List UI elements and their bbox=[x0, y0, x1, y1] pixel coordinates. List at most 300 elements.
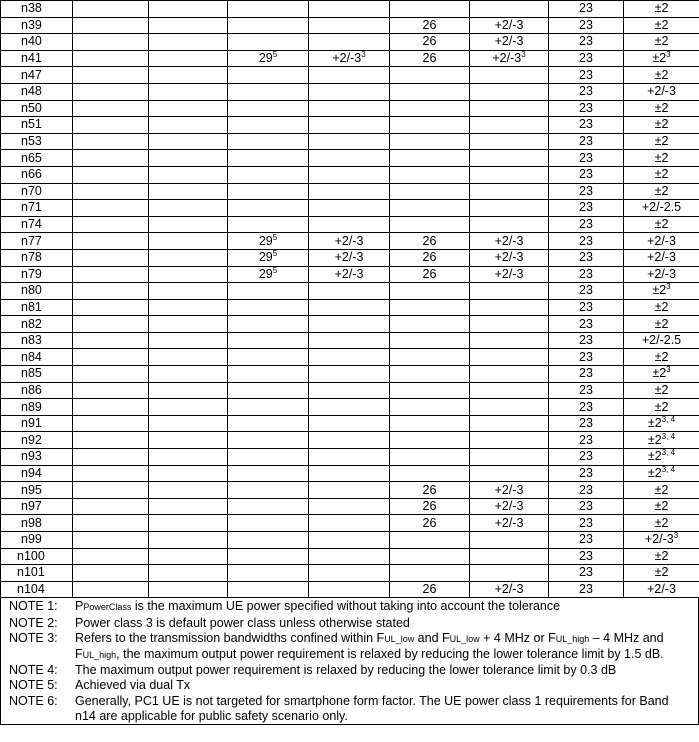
value-cell bbox=[309, 465, 390, 482]
note-symbol: P bbox=[75, 599, 84, 614]
value-cell bbox=[309, 200, 390, 217]
note-sub: UL_low bbox=[449, 633, 480, 644]
value-cell bbox=[309, 449, 390, 466]
value-cell: $29^5$ bbox=[228, 233, 309, 250]
value-cell: 23 bbox=[549, 216, 624, 233]
value-cell bbox=[309, 283, 390, 300]
table-row bbox=[1, 133, 699, 150]
value-cell: +2/-2.5 bbox=[624, 332, 699, 349]
value-cell bbox=[228, 67, 309, 84]
value-cell: 26 bbox=[390, 482, 470, 499]
value-cell: 26 bbox=[390, 266, 470, 283]
empty-cell bbox=[73, 465, 149, 482]
empty-cell bbox=[73, 183, 149, 200]
value-cell: +2/-3 bbox=[470, 482, 549, 499]
empty-cell bbox=[73, 366, 149, 383]
value-cell bbox=[470, 117, 549, 134]
value-cell: 23 bbox=[549, 83, 624, 100]
value-cell: ±2 bbox=[624, 349, 699, 366]
note-text: Power class 3 is default power class unless otherwise stated bbox=[75, 615, 410, 630]
value-cell bbox=[228, 183, 309, 200]
value-cell: $29^5$ bbox=[228, 266, 309, 283]
table-row bbox=[1, 548, 699, 565]
note-symbol-sub: PowerClass bbox=[83, 602, 132, 613]
value-cell bbox=[228, 465, 309, 482]
value-cell bbox=[470, 200, 549, 217]
table-row bbox=[1, 266, 699, 283]
value-cell bbox=[309, 432, 390, 449]
value-cell bbox=[470, 449, 549, 466]
value-cell bbox=[309, 382, 390, 399]
value-cell: 23 bbox=[549, 432, 624, 449]
band-cell: n40 bbox=[1, 34, 73, 51]
value-cell bbox=[228, 283, 309, 300]
value-cell: ±2 bbox=[624, 548, 699, 565]
empty-cell bbox=[73, 482, 149, 499]
band-cell: n100 bbox=[1, 548, 73, 565]
note-body: + 4 MHz or F bbox=[479, 630, 556, 645]
table-row bbox=[1, 399, 699, 416]
value-cell: +2/-3 bbox=[470, 515, 549, 532]
value-cell: 26 bbox=[390, 581, 470, 598]
empty-cell bbox=[73, 216, 149, 233]
value-cell bbox=[228, 200, 309, 217]
band-cell: n39 bbox=[1, 17, 73, 34]
value-cell bbox=[390, 1, 470, 18]
value-cell: 26 bbox=[390, 515, 470, 532]
table-row bbox=[1, 415, 699, 432]
empty-cell bbox=[149, 415, 228, 432]
value-cell bbox=[390, 100, 470, 117]
empty-cell bbox=[149, 117, 228, 134]
value-cell bbox=[470, 349, 549, 366]
value-cell: 23 bbox=[549, 498, 624, 515]
value-cell bbox=[390, 366, 470, 383]
note-4 bbox=[1, 663, 698, 678]
value-cell: $\pm 2^3$ bbox=[624, 366, 699, 383]
empty-cell bbox=[73, 581, 149, 598]
empty-cell bbox=[149, 166, 228, 183]
value-cell bbox=[228, 515, 309, 532]
empty-cell bbox=[149, 266, 228, 283]
value-cell: 23 bbox=[549, 449, 624, 466]
value-cell bbox=[470, 465, 549, 482]
value-cell: ±2 bbox=[624, 515, 699, 532]
table-row bbox=[1, 216, 699, 233]
empty-cell bbox=[149, 67, 228, 84]
empty-cell bbox=[73, 515, 149, 532]
note-3 bbox=[1, 631, 698, 663]
value-cell: 23 bbox=[549, 482, 624, 499]
value-cell bbox=[470, 316, 549, 333]
band-cell: n48 bbox=[1, 83, 73, 100]
value-cell: 23 bbox=[549, 515, 624, 532]
value-cell bbox=[228, 565, 309, 582]
band-cell: n65 bbox=[1, 150, 73, 167]
band-cell: n95 bbox=[1, 482, 73, 499]
band-cell: n79 bbox=[1, 266, 73, 283]
value-cell bbox=[309, 216, 390, 233]
value-cell: $+2/-3^3$ bbox=[470, 50, 549, 67]
value-cell bbox=[228, 166, 309, 183]
band-cell: n101 bbox=[1, 565, 73, 582]
value-cell: 23 bbox=[549, 233, 624, 250]
empty-cell bbox=[149, 100, 228, 117]
note-6 bbox=[1, 694, 698, 724]
note-text bbox=[75, 599, 698, 615]
empty-cell bbox=[149, 249, 228, 266]
value-cell bbox=[390, 283, 470, 300]
value-cell: 23 bbox=[549, 299, 624, 316]
note-text bbox=[75, 631, 698, 663]
value-cell bbox=[390, 183, 470, 200]
value-cell bbox=[228, 366, 309, 383]
value-cell bbox=[228, 548, 309, 565]
value-cell bbox=[228, 17, 309, 34]
value-cell bbox=[390, 449, 470, 466]
empty-cell bbox=[149, 382, 228, 399]
empty-cell bbox=[149, 183, 228, 200]
empty-cell bbox=[149, 283, 228, 300]
empty-cell bbox=[73, 34, 149, 51]
value-cell bbox=[309, 548, 390, 565]
table-row bbox=[1, 482, 699, 499]
value-cell: 23 bbox=[549, 465, 624, 482]
value-cell bbox=[470, 150, 549, 167]
value-cell bbox=[390, 332, 470, 349]
band-cell: n81 bbox=[1, 299, 73, 316]
value-cell bbox=[309, 133, 390, 150]
value-cell: 23 bbox=[549, 200, 624, 217]
value-cell: 23 bbox=[549, 183, 624, 200]
table-row bbox=[1, 283, 699, 300]
value-cell bbox=[228, 349, 309, 366]
value-cell: 23 bbox=[549, 249, 624, 266]
table-row bbox=[1, 166, 699, 183]
value-cell bbox=[228, 532, 309, 549]
value-cell bbox=[390, 200, 470, 217]
empty-cell bbox=[149, 565, 228, 582]
value-cell: 23 bbox=[549, 316, 624, 333]
table-row bbox=[1, 532, 699, 549]
value-cell: 26 bbox=[390, 17, 470, 34]
value-cell: +2/-3 bbox=[470, 233, 549, 250]
value-cell: ±2 bbox=[624, 498, 699, 515]
value-cell bbox=[390, 349, 470, 366]
table-row bbox=[1, 200, 699, 217]
value-cell: ±2 bbox=[624, 150, 699, 167]
table-row bbox=[1, 34, 699, 51]
value-cell: ±2 bbox=[624, 565, 699, 582]
band-cell: n50 bbox=[1, 100, 73, 117]
value-cell bbox=[309, 67, 390, 84]
table-row bbox=[1, 150, 699, 167]
empty-cell bbox=[73, 432, 149, 449]
value-cell bbox=[390, 548, 470, 565]
value-cell bbox=[228, 1, 309, 18]
band-cell: n77 bbox=[1, 233, 73, 250]
note-label: NOTE 2: bbox=[9, 615, 58, 630]
value-cell: 23 bbox=[549, 17, 624, 34]
table-row bbox=[1, 183, 699, 200]
value-cell: ±2 bbox=[624, 67, 699, 84]
value-cell bbox=[470, 133, 549, 150]
empty-cell bbox=[149, 399, 228, 416]
note-sub: UL_low bbox=[384, 633, 415, 644]
band-cell: n98 bbox=[1, 515, 73, 532]
value-cell bbox=[309, 17, 390, 34]
table-row bbox=[1, 465, 699, 482]
value-cell bbox=[390, 133, 470, 150]
note-label: NOTE 6: bbox=[9, 693, 58, 708]
value-cell: 23 bbox=[549, 548, 624, 565]
value-cell bbox=[470, 183, 549, 200]
value-cell: 23 bbox=[549, 349, 624, 366]
note-body: , the maximum output power requirement is relaxed by reducing the lower tolerance limit by 1.5 dB. bbox=[116, 646, 664, 661]
table-row bbox=[1, 349, 699, 366]
value-cell: ±2 bbox=[624, 166, 699, 183]
value-cell bbox=[228, 399, 309, 416]
value-cell: 23 bbox=[549, 67, 624, 84]
band-cell: n86 bbox=[1, 382, 73, 399]
table-row bbox=[1, 233, 699, 250]
value-cell bbox=[390, 150, 470, 167]
note-body: and F bbox=[414, 630, 450, 645]
empty-cell bbox=[149, 449, 228, 466]
note-sub: UL_high bbox=[82, 649, 117, 660]
note-text: The maximum output power requirement is relaxed by reducing the lower tolerance limit by 0.3 dB bbox=[75, 663, 617, 678]
value-cell bbox=[470, 415, 549, 432]
value-cell: 23 bbox=[549, 133, 624, 150]
value-cell: ±2 bbox=[624, 299, 699, 316]
value-cell bbox=[470, 382, 549, 399]
value-cell bbox=[470, 83, 549, 100]
value-cell: ±2 bbox=[624, 399, 699, 416]
empty-cell bbox=[73, 349, 149, 366]
table-row bbox=[1, 581, 699, 598]
empty-cell bbox=[73, 382, 149, 399]
band-cell: n89 bbox=[1, 399, 73, 416]
empty-cell bbox=[73, 316, 149, 333]
table-row bbox=[1, 432, 699, 449]
value-cell: $+2/-3^3$ bbox=[624, 532, 699, 549]
value-cell bbox=[470, 216, 549, 233]
value-cell bbox=[309, 83, 390, 100]
value-cell bbox=[390, 67, 470, 84]
value-cell: 23 bbox=[549, 117, 624, 134]
value-cell: 23 bbox=[549, 283, 624, 300]
value-cell bbox=[309, 316, 390, 333]
table-row bbox=[1, 332, 699, 349]
value-cell bbox=[228, 449, 309, 466]
band-cell: n99 bbox=[1, 532, 73, 549]
band-cell: n94 bbox=[1, 465, 73, 482]
band-cell: n93 bbox=[1, 449, 73, 466]
value-cell: +2/-3 bbox=[470, 266, 549, 283]
value-cell bbox=[470, 432, 549, 449]
notes-section bbox=[0, 598, 699, 725]
band-cell: n41 bbox=[1, 50, 73, 67]
table-row bbox=[1, 565, 699, 582]
value-cell bbox=[228, 482, 309, 499]
value-cell: 23 bbox=[549, 532, 624, 549]
value-cell: 23 bbox=[549, 266, 624, 283]
empty-cell bbox=[73, 100, 149, 117]
note-label: NOTE 5: bbox=[9, 678, 58, 693]
empty-cell bbox=[73, 117, 149, 134]
value-cell bbox=[390, 83, 470, 100]
empty-cell bbox=[73, 200, 149, 217]
value-cell bbox=[309, 117, 390, 134]
value-cell bbox=[470, 166, 549, 183]
table-row bbox=[1, 83, 699, 100]
band-cell: n91 bbox=[1, 415, 73, 432]
value-cell: 23 bbox=[549, 34, 624, 51]
value-cell bbox=[228, 150, 309, 167]
value-cell bbox=[470, 532, 549, 549]
value-cell bbox=[390, 465, 470, 482]
empty-cell bbox=[149, 465, 228, 482]
value-cell: $\pm 2^3$ bbox=[624, 50, 699, 67]
empty-cell bbox=[149, 150, 228, 167]
value-cell: +2/-3 bbox=[470, 498, 549, 515]
value-cell bbox=[390, 216, 470, 233]
band-cell: n80 bbox=[1, 283, 73, 300]
empty-cell bbox=[73, 399, 149, 416]
table-row bbox=[1, 67, 699, 84]
value-cell bbox=[470, 565, 549, 582]
value-cell: ±2 bbox=[624, 17, 699, 34]
empty-cell bbox=[149, 515, 228, 532]
value-cell bbox=[309, 150, 390, 167]
value-cell: ±2 bbox=[624, 482, 699, 499]
value-cell bbox=[228, 34, 309, 51]
value-cell bbox=[309, 349, 390, 366]
value-cell: +2/-3 bbox=[624, 83, 699, 100]
table-row bbox=[1, 449, 699, 466]
empty-cell bbox=[73, 166, 149, 183]
value-cell bbox=[228, 316, 309, 333]
value-cell bbox=[309, 34, 390, 51]
note-5 bbox=[1, 678, 698, 693]
empty-cell bbox=[73, 1, 149, 18]
value-cell bbox=[470, 100, 549, 117]
value-cell: 23 bbox=[549, 366, 624, 383]
band-cell: n92 bbox=[1, 432, 73, 449]
value-cell: +2/-3 bbox=[470, 17, 549, 34]
value-cell bbox=[390, 432, 470, 449]
empty-cell bbox=[149, 299, 228, 316]
table-row bbox=[1, 515, 699, 532]
value-cell: ±2 bbox=[624, 216, 699, 233]
note-body: – 4 MHz and F bbox=[75, 630, 664, 661]
note-text: Achieved via dual Tx bbox=[75, 678, 191, 693]
value-cell bbox=[309, 565, 390, 582]
value-cell: +2/-3 bbox=[624, 249, 699, 266]
empty-cell bbox=[149, 17, 228, 34]
empty-cell bbox=[149, 581, 228, 598]
empty-cell bbox=[73, 133, 149, 150]
value-cell: ±2 bbox=[624, 382, 699, 399]
value-cell bbox=[390, 399, 470, 416]
table-row bbox=[1, 50, 699, 67]
band-cell: n82 bbox=[1, 316, 73, 333]
value-cell bbox=[309, 415, 390, 432]
empty-cell bbox=[149, 83, 228, 100]
value-cell bbox=[390, 166, 470, 183]
value-cell bbox=[309, 166, 390, 183]
table-row bbox=[1, 100, 699, 117]
table-row bbox=[1, 117, 699, 134]
empty-cell bbox=[73, 67, 149, 84]
band-cell: n66 bbox=[1, 166, 73, 183]
value-cell bbox=[470, 332, 549, 349]
value-cell bbox=[228, 382, 309, 399]
band-cell: n47 bbox=[1, 67, 73, 84]
value-cell: +2/-3 bbox=[470, 34, 549, 51]
value-cell: 26 bbox=[390, 498, 470, 515]
value-cell bbox=[309, 498, 390, 515]
empty-cell bbox=[73, 498, 149, 515]
note-label: NOTE 4: bbox=[9, 663, 58, 678]
band-cell: n71 bbox=[1, 200, 73, 217]
value-cell: $29^5$ bbox=[228, 249, 309, 266]
band-cell: n97 bbox=[1, 498, 73, 515]
value-cell bbox=[309, 399, 390, 416]
empty-cell bbox=[149, 216, 228, 233]
note-label: NOTE 1: bbox=[9, 599, 58, 614]
note-text: Generally, PC1 UE is not targeted for smartphone form factor. The UE power class 1 requirements for Band n14 are applicable for public safety scenario only. bbox=[75, 693, 669, 723]
value-cell: ±2 bbox=[624, 1, 699, 18]
value-cell: 23 bbox=[549, 332, 624, 349]
empty-cell bbox=[73, 449, 149, 466]
table-row bbox=[1, 249, 699, 266]
value-cell bbox=[309, 366, 390, 383]
table-row bbox=[1, 1, 699, 18]
empty-cell bbox=[73, 283, 149, 300]
value-cell bbox=[470, 67, 549, 84]
value-cell: $\pm 2^{3, 4}$ bbox=[624, 415, 699, 432]
empty-cell bbox=[73, 415, 149, 432]
value-cell bbox=[390, 316, 470, 333]
value-cell: $\pm 2^{3, 4}$ bbox=[624, 465, 699, 482]
value-cell bbox=[390, 565, 470, 582]
empty-cell bbox=[149, 366, 228, 383]
value-cell bbox=[228, 581, 309, 598]
value-cell: 23 bbox=[549, 399, 624, 416]
empty-cell bbox=[149, 482, 228, 499]
value-cell bbox=[309, 332, 390, 349]
note-1 bbox=[1, 599, 698, 615]
value-cell bbox=[390, 415, 470, 432]
value-cell bbox=[390, 532, 470, 549]
value-cell bbox=[309, 482, 390, 499]
table-row bbox=[1, 382, 699, 399]
empty-cell bbox=[149, 34, 228, 51]
empty-cell bbox=[73, 532, 149, 549]
band-cell: n78 bbox=[1, 249, 73, 266]
value-cell: 23 bbox=[549, 1, 624, 18]
value-cell: +2/-3 bbox=[624, 266, 699, 283]
value-cell bbox=[309, 532, 390, 549]
value-cell bbox=[309, 1, 390, 18]
value-cell bbox=[228, 332, 309, 349]
value-cell: +2/-3 bbox=[309, 266, 390, 283]
empty-cell bbox=[73, 299, 149, 316]
value-cell: +2/-3 bbox=[309, 249, 390, 266]
empty-cell bbox=[149, 50, 228, 67]
value-cell bbox=[309, 515, 390, 532]
